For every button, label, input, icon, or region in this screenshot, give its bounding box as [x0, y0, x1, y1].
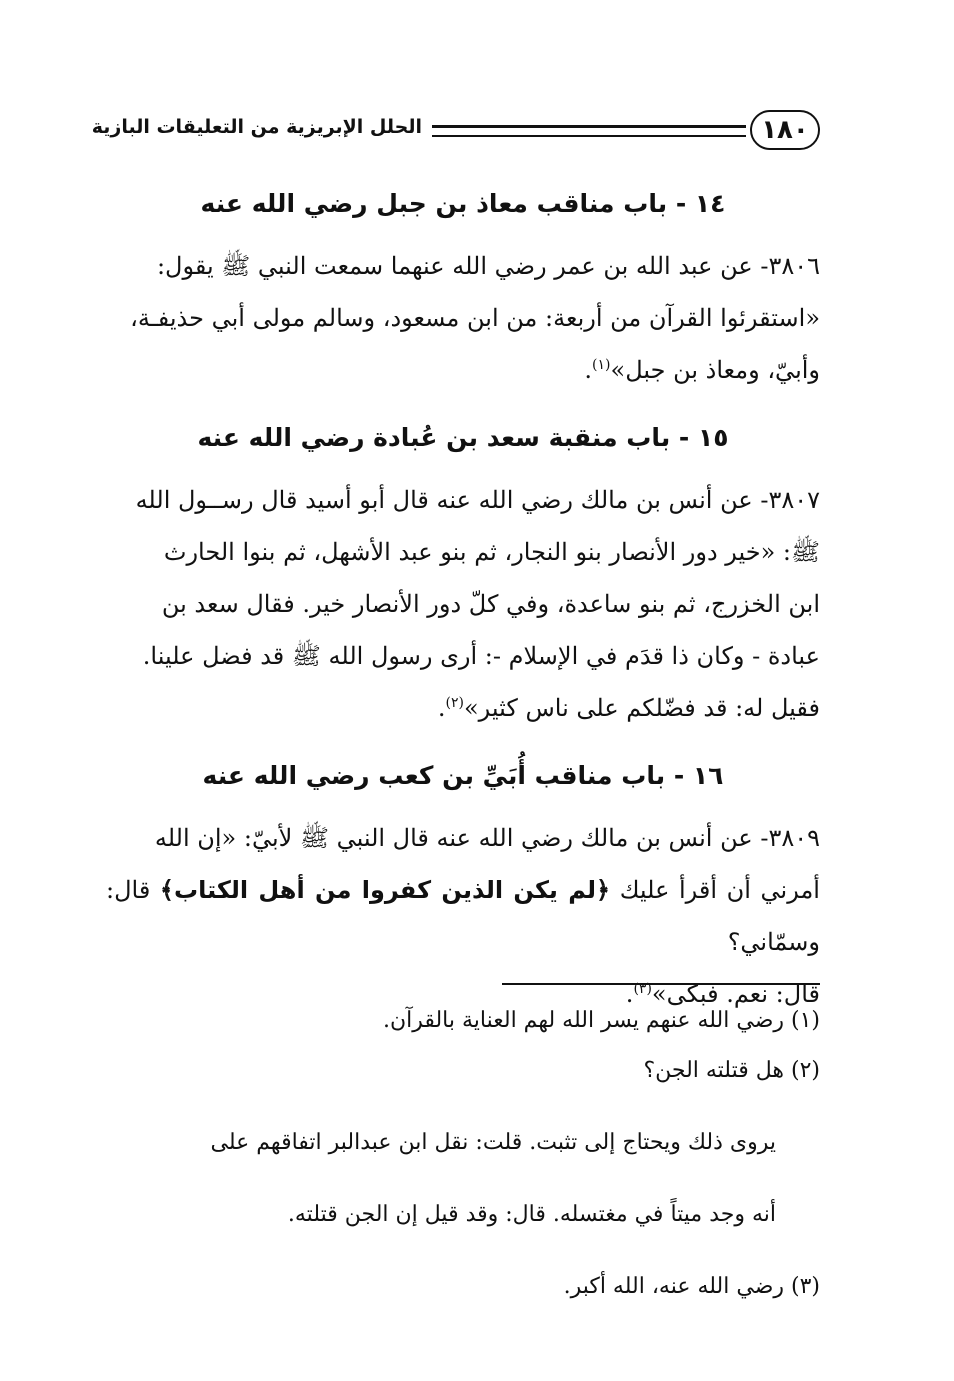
hadith-line: ابن الخزرج، ثم بنو ساعدة، وفي كلّ دور الأنصار خير. فقال سعد بن: [161, 590, 820, 618]
footnote-ref[interactable]: (٢): [445, 695, 464, 711]
hadith-line: ٣٨٠٧- عن أنس بن مالك رضي الله عنه قال أبو أسيد قال رســول الله: [135, 486, 820, 514]
book-title: الحلل الإبريزية من التعليقات البازية: [91, 116, 422, 138]
hadith-line: فقيل له: قد فضّلكم على ناس كثير»: [464, 694, 820, 722]
footnote-1: (١) رضي الله عنهم يسر الله لهم العناية بالقرآن.: [382, 1008, 820, 1033]
page-number: ١٨٠: [750, 110, 820, 150]
hadith-line: عبادة - وكان ذا قدَم في الإسلام -: أرى رسول الله ﷺ قد فضل علينا.: [142, 642, 820, 670]
footnote-separator: [502, 983, 820, 985]
hadith-3807: ٣٨٠٧- عن أنس بن مالك رضي الله عنه قال أبو أسيد قال رســول الله ﷺ: «خير دور الأنصار بنو النجار، ثم بنو عبد الأشهل، ثم بنوا الحارث ابن الخزرج، ثم بنو ساعدة، وفي كلّ دور الأنصار خير. فقال سعد بن عبادة - وكان ذا قدَم في الإسلام -: أرى رسول الله ﷺ قد فضل علينا. فقيل له: قد فضّلكم على ناس كثير»$^{(٢)}$.: [106, 474, 820, 734]
hadith-line: وأبيّ، ومعاذ بن جبل»: [610, 356, 820, 384]
page-header: [91, 108, 820, 156]
hadith-3806: ٣٨٠٦- عن عبد الله بن عمر رضي الله عنهما سمعت النبي ﷺ يقول: «استقرئوا القرآن من أربعة: من ابن مسعود، وسالم مولى أبي حذيفـة، وأبيّ، ومعاذ بن جبل»$^{(١)}$.: [106, 240, 820, 396]
header-rule: [432, 125, 746, 137]
footnote-ref[interactable]: (١): [592, 357, 611, 373]
footnote-2-comment: أنه وجد ميتاً في مغتسله. قال: وقد قيل إن الجن قتلته.: [287, 1202, 776, 1227]
footnote-2: (٢) هل قتلته الجن؟: [643, 1058, 820, 1083]
footnote-3: (٣) رضي الله عنه، الله أكبر.: [563, 1274, 820, 1299]
chapter-heading-16: ١٦ - باب مناقب أُبَيِّ بن كعب رضي الله عنه: [202, 761, 724, 790]
hadith-3809: ٣٨٠٩- عن أنس بن مالك رضي الله عنه قال النبي ﷺ لأبيّ: «إن الله أمرني أن أقرأ عليك ﴿لم يكن الذين كفروا من أهل الكتاب﴾ قال: وسمّاني؟ قال: نعم. فبكى»$^{(٣)}$.: [106, 812, 820, 1020]
footnote-ref[interactable]: (٣): [633, 981, 652, 997]
hadith-line: ٣٨٠٦- عن عبد الله بن عمر رضي الله عنهما سمعت النبي ﷺ يقول:: [156, 252, 820, 280]
chapter-heading-14: ١٤ - باب مناقب معاذ بن جبل رضي الله عنه: [200, 189, 726, 218]
quran-quote: ﴿لم يكن الذين كفروا من أهل الكتاب﴾: [159, 876, 611, 904]
chapter-heading-15: ١٥ - باب منقبة سعد بن عُبادة رضي الله عنه: [197, 423, 729, 452]
hadith-line: ﷺ: «خير دور الأنصار بنو النجار، ثم بنو عبد الأشهل، ثم بنوا الحارث: [163, 538, 820, 566]
hadith-line: «استقرئوا القرآن من أربعة: من ابن مسعود، وسالم مولى أبي حذيفـة،: [130, 304, 820, 332]
hadith-line: أمرني أن أقرأ عليك: [619, 876, 820, 904]
hadith-line: قال: وسمّاني؟: [106, 876, 820, 956]
footnotes: [106, 996, 820, 1312]
footnote-2-comment: يروى ذلك ويحتاج إلى تثبت. قلت: نقل ابن عبدالبر اتفاقهم على: [210, 1130, 776, 1155]
page-body: [106, 180, 820, 1038]
hadith-line: قال: نعم. فبكى»: [651, 980, 820, 1008]
hadith-line: ٣٨٠٩- عن أنس بن مالك رضي الله عنه قال النبي ﷺ لأبيّ: «إن الله: [154, 824, 820, 852]
